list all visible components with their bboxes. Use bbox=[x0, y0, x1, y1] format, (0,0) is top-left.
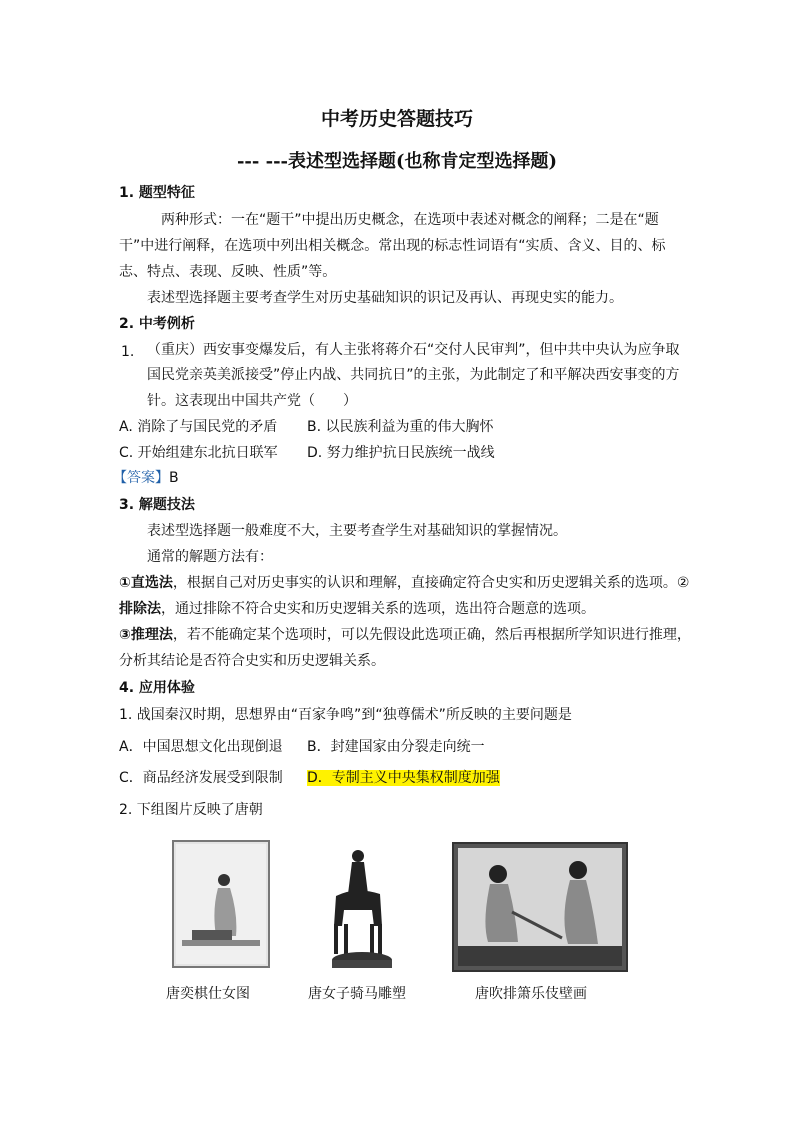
caption-image-1: 唐奕棋仕女图 bbox=[166, 986, 250, 1002]
page-title: 中考历史答题技巧 bbox=[320, 108, 473, 130]
example-option-a: A. 消除了与国民党的矛盾 bbox=[119, 419, 278, 435]
method-3-name: ③推理法 bbox=[119, 627, 173, 643]
example-question-line-3: 针。这表现出中国共产党（ ） bbox=[147, 393, 357, 409]
example-option-d: D. 努力维护抗日民族统一战线 bbox=[307, 445, 495, 461]
section-1-para-2: 表述型选择题主要考查学生对历史基础知识的识记及再认、再现史实的能力。 bbox=[147, 290, 623, 306]
answer-line bbox=[113, 469, 179, 487]
method-2-line bbox=[119, 600, 595, 618]
example-question-number: 1. bbox=[121, 344, 135, 360]
answer-label: 【答案】 bbox=[113, 470, 169, 486]
painting-image-1 bbox=[172, 840, 270, 968]
section-3-heading: 3. 解题技法 bbox=[119, 497, 195, 513]
practice-option-a: A．中国思想文化出现倒退 bbox=[119, 739, 283, 755]
caption-image-3: 唐吹排箫乐伎壁画 bbox=[475, 986, 587, 1002]
page-subtitle: --- ---表述型选择题(也称肯定型选择题) bbox=[236, 151, 558, 172]
method-3-text: ，若不能确定某个选项时，可以先假设此选项正确，然后再根据所学知识进行推理， bbox=[172, 627, 691, 643]
practice-option-d: D．专制主义中央集权制度加强 bbox=[307, 770, 500, 786]
section-4-heading: 4. 应用体验 bbox=[119, 680, 195, 696]
method-1-name: ①直选法 bbox=[119, 575, 173, 591]
caption-image-2: 唐女子骑马雕塑 bbox=[308, 986, 406, 1002]
section-3-para-2: 通常的解题方法有： bbox=[147, 549, 273, 565]
sculpture-image-2 bbox=[322, 846, 392, 974]
practice-option-d-wrap bbox=[307, 769, 500, 787]
section-1-para-line-2: 干”中进行阐释，在选项中列出相关概念。常出现的标志性词语有“实质、含义、目的、标 bbox=[119, 238, 666, 254]
answer-value: B bbox=[169, 470, 179, 486]
practice-question-1: 1. 战国秦汉时期，思想界由“百家争鸣”到“独尊儒术”所反映的主要问题是 bbox=[119, 707, 572, 723]
practice-question-2: 2. 下组图片反映了唐朝 bbox=[119, 802, 263, 818]
mural-image-3 bbox=[452, 842, 628, 972]
method-1-line bbox=[119, 574, 689, 592]
section-1-para-line-3: 志、特点、表现、反映、性质”等。 bbox=[119, 264, 337, 280]
example-question-line-2: 国民党亲英美派接受”停止内战、共同抗日”的主张，为此制定了和平解决西安事变的方 bbox=[147, 367, 680, 383]
method-3-line bbox=[119, 626, 691, 644]
practice-option-c: C．商品经济发展受到限制 bbox=[119, 770, 283, 786]
practice-option-b: B．封建国家由分裂走向统一 bbox=[307, 739, 485, 755]
method-2-text: ，通过排除不符合史实和历史逻辑关系的选项，选出符合题意的选项。 bbox=[161, 601, 595, 617]
section-1-para-line-1: 两种形式：一在“题干”中提出历史概念，在选项中表述对概念的阐释；二是在“题 bbox=[161, 212, 659, 228]
section-3-para-1: 表述型选择题一般难度不大，主要考查学生对基础知识的掌握情况。 bbox=[147, 523, 567, 539]
method-2-name: 排除法 bbox=[119, 601, 161, 617]
method-1-text: ，根据自己对历史事实的认识和理解，直接确定符合史实和历史逻辑关系的选项。② bbox=[172, 575, 690, 591]
example-question-line-1: （重庆）西安事变爆发后，有人主张将蒋介石“交付人民审判”，但中共中央认为应争取 bbox=[147, 342, 680, 358]
section-2-heading: 2. 中考例析 bbox=[119, 316, 195, 332]
example-option-c: C. 开始组建东北抗日联军 bbox=[119, 445, 278, 461]
section-1-heading: 1. 题型特征 bbox=[119, 185, 195, 201]
example-option-b: B. 以民族利益为重的伟大胸怀 bbox=[307, 419, 494, 435]
method-3-line-2: 分析其结论是否符合史实和历史逻辑关系。 bbox=[119, 653, 385, 669]
